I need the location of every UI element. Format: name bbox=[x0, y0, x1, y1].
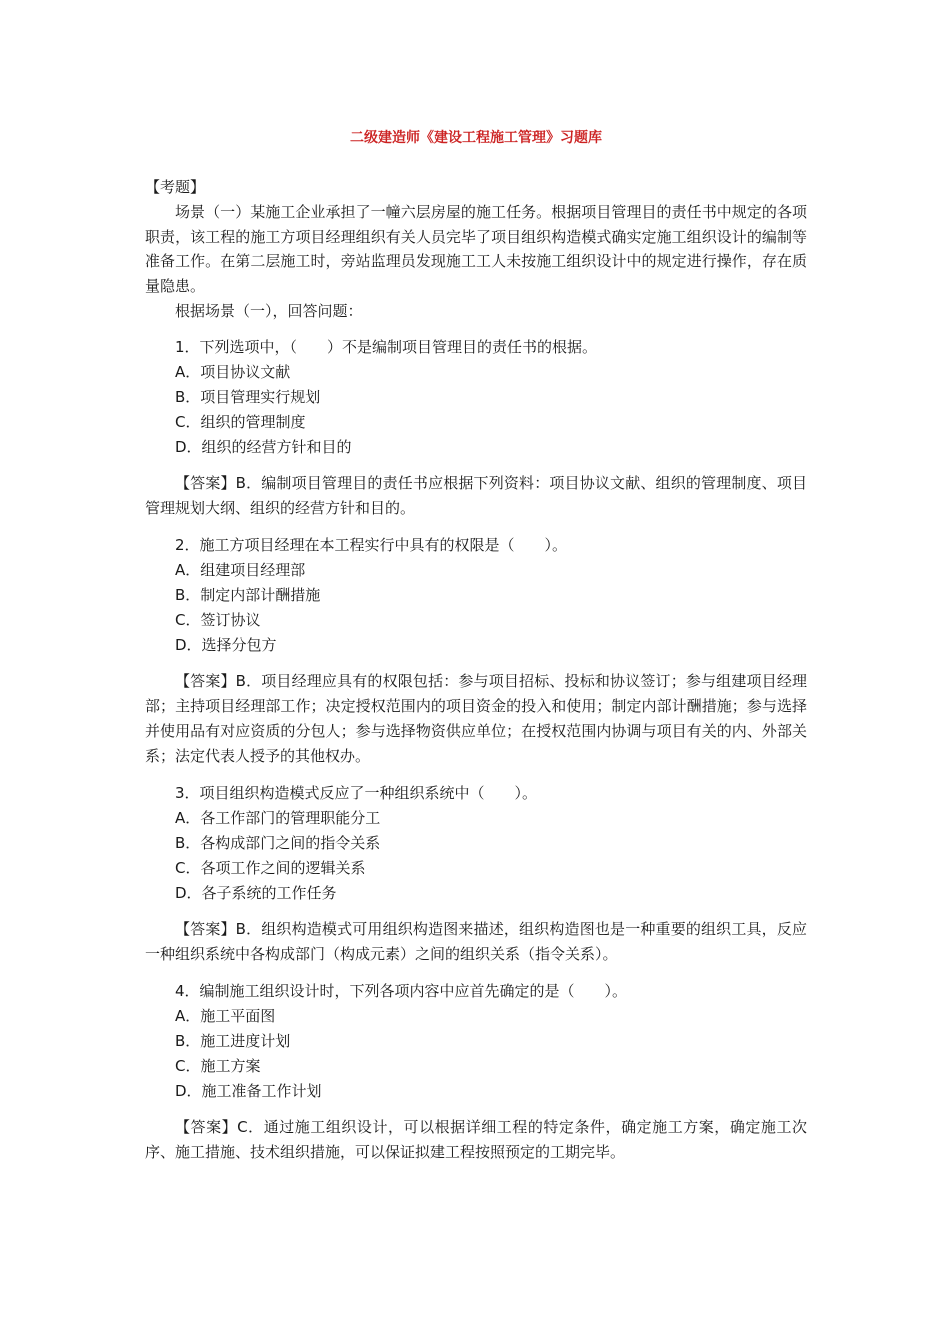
option-c: C．签订协议 bbox=[175, 611, 261, 629]
scenario-prompt: 根据场景（一），回答问题： bbox=[175, 302, 363, 320]
question-stem: 3．项目组织构造模式反应了一种组织系统中（ ）。 bbox=[175, 784, 538, 802]
answer-3: 【答案】B．组织构造模式可用组织构造图来描述，组织构造图也是一种重要的组织工具，反应一种组织系统中各构成部门（构成元素）之间的组织关系（指令关系）。 bbox=[145, 920, 807, 963]
option-c: C．组织的管理制度 bbox=[175, 413, 306, 431]
question-2 bbox=[175, 533, 807, 658]
answer-2: 【答案】B．项目经理应具有的权限包括：参与项目招标、投标和协议签订；参与组建项目经理部；主持项目经理部工作；决定授权范围内的项目资金的投入和使用；制定内部计酬措施；参与选择并使用品有对应资质的分包人；参与选择物资供应单位；在授权范围内协调与项目有关的内、外部关系；法定代表人授予的其他权办。 bbox=[145, 672, 807, 765]
option-d: D．组织的经营方针和目的 bbox=[175, 438, 352, 456]
scenario-paragraph: 场景（一）某施工企业承担了一幢六层房屋的施工任务。根据项目管理目的责任书中规定的各项职责，该工程的施工方项目经理组织有关人员完毕了项目组织构造模式确实定施工组织设计的编制等准备工作。在第二层施工时，旁站监理员发现施工工人未按施工组织设计中的规定进行操作，存在质量隐患。 bbox=[145, 203, 807, 295]
answer-4: 【答案】C．通过施工组织设计，可以根据详细工程的特定条件，确定施工方案，确定施工次序、施工措施、技术组织措施，可以保证拟建工程按照预定的工期完毕。 bbox=[145, 1118, 807, 1161]
question-stem: 2．施工方项目经理在本工程实行中具有的权限是（ ）。 bbox=[175, 536, 568, 554]
question-4 bbox=[175, 979, 807, 1104]
option-b: B．施工进度计划 bbox=[175, 1032, 291, 1050]
option-a: A．施工平面图 bbox=[175, 1007, 276, 1025]
question-1 bbox=[175, 335, 807, 460]
option-c: C．各项工作之间的逻辑关系 bbox=[175, 859, 366, 877]
option-a: A．组建项目经理部 bbox=[175, 561, 306, 579]
option-d: D．选择分包方 bbox=[175, 636, 277, 654]
option-d: D．各子系统的工作任务 bbox=[175, 884, 337, 902]
section-label: 【考题】 bbox=[145, 178, 206, 196]
option-b: B．各构成部门之间的指令关系 bbox=[175, 834, 381, 852]
option-b: B．制定内部计酬措施 bbox=[175, 586, 321, 604]
option-a: A．项目协议文献 bbox=[175, 363, 291, 381]
answer-1: 【答案】B．编制项目管理目的责任书应根据下列资料：项目协议文献、组织的管理制度、项目管理规划大纲、组织的经营方针和目的。 bbox=[145, 474, 807, 517]
document-title: 二级建造师《建设工程施工管理》习题库 bbox=[350, 130, 602, 146]
question-stem: 1．下列选项中，（ ）不是编制项目管理目的责任书的根据。 bbox=[175, 338, 598, 356]
option-a: A．各工作部门的管理职能分工 bbox=[175, 809, 381, 827]
question-stem: 4．编制施工组织设计时，下列各项内容中应首先确定的是（ ）。 bbox=[175, 982, 628, 1000]
question-3 bbox=[175, 781, 807, 906]
option-c: C．施工方案 bbox=[175, 1057, 261, 1075]
option-d: D．施工准备工作计划 bbox=[175, 1082, 322, 1100]
option-b: B．项目管理实行规划 bbox=[175, 388, 321, 406]
